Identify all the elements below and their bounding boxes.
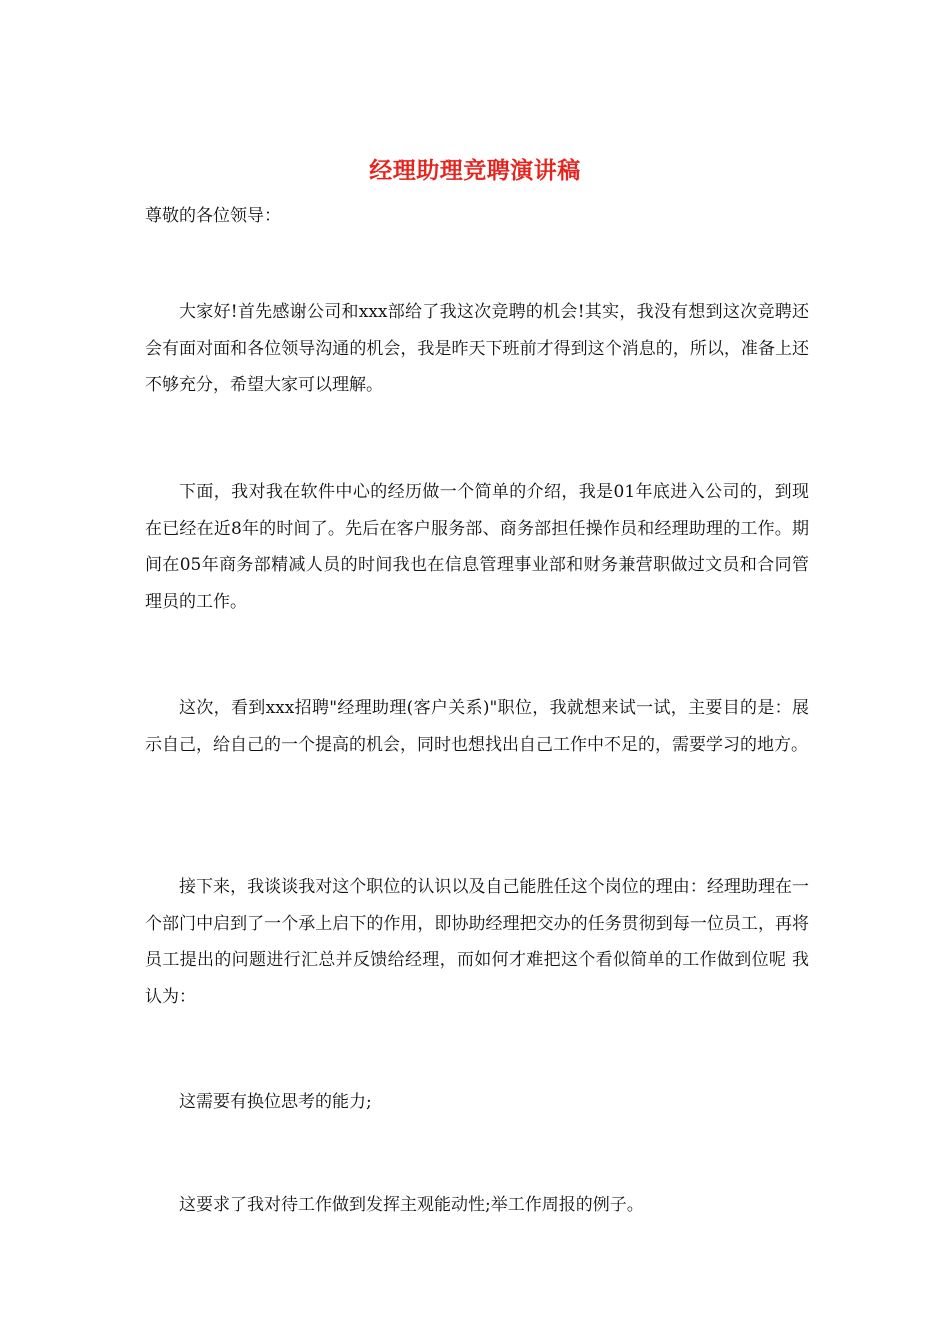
paragraph-role-understanding: 接下来，我谈谈我对这个职位的认识以及自己能胜任这个岗位的理由：经理助理在一个部门中启到了一个承上启下的作用，即协助经理把交办的任务贯彻到每一位员工，再将员工提出的问题进行汇总并反馈给经理，而如何才难把这个看似简单的工作做到位呢 我认为： [145,877,809,1008]
paragraph-motivation: 这次，看到xxx招聘"经理助理(客户关系)"职位，我就想来试一试，主要目的是：展示自己，给自己的一个提高的机会，同时也想找出自己工作中不足的，需要学习的地方。 [145,698,809,755]
paragraph-experience: 下面，我对我在软件中心的经历做一个简单的介绍，我是01年底进入公司的，到现在已经在近8年的时间了。先后在客户服务部、商务部担任操作员和经理助理的工作。期间在05年商务部精减人员的时间我也在信息管理事业部和财务兼营职做过文员和合同管理员的工作。 [145,482,809,613]
paragraph-point-empathy: 这需要有换位思考的能力; [179,1092,372,1112]
salutation: 尊敬的各位领导： [145,206,281,226]
paragraph-point-initiative: 这要求了我对待工作做到发挥主观能动性;举工作周报的例子。 [179,1195,644,1215]
paragraph-greeting: 大家好!首先感谢公司和xxx部给了我这次竞聘的机会!其实，我没有想到这次竞聘还会有面对面和各位领导沟通的机会，我是昨天下班前才得到这个消息的，所以，准备上还不够充分，希望大家可以理解。 [145,302,809,396]
document-title: 经理助理竞聘演讲稿 [369,157,581,184]
